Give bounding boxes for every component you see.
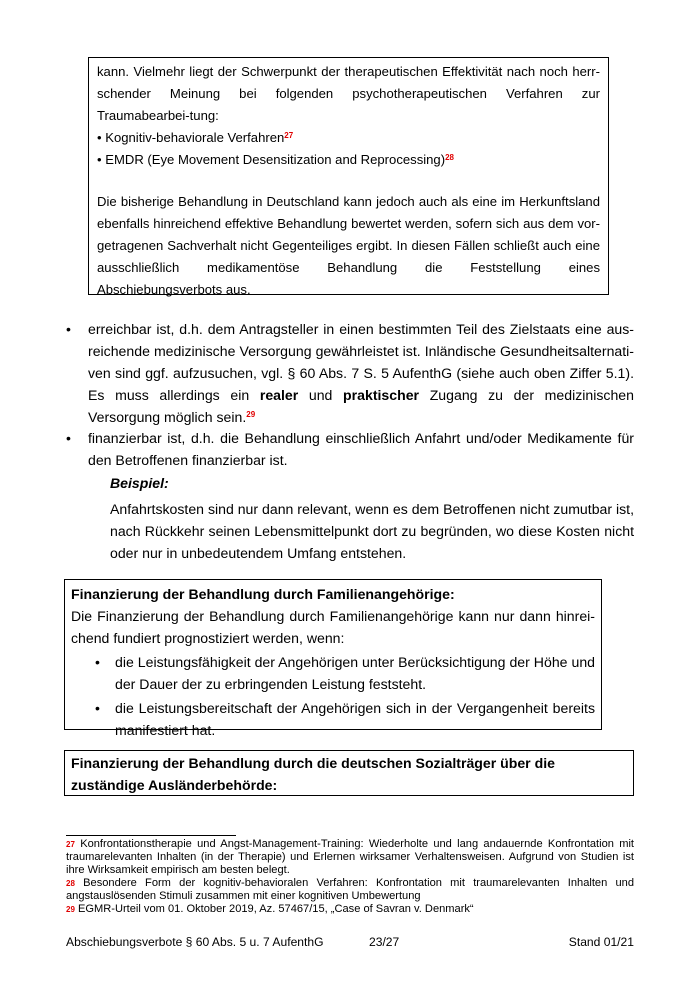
list-item: • die Leistungsbereitschaft der Angehörigen sich in der Vergangenheit bereits manifestiert hat. bbox=[95, 697, 595, 741]
page-number: 23/27 bbox=[369, 935, 400, 949]
list-item: • die Leistungsfähigkeit der Angehörigen unter Berücksichtigung der Höhe und der Dauer der zu erbringenden Leistung feststeht. bbox=[95, 651, 595, 695]
bullet-icon: • bbox=[66, 321, 71, 337]
example-text: Anfahrtskosten sind nur dann relevant, wenn es dem Betroffenen nicht zumutbar ist, nach Rückkehr seinen Lebensmittelpunkt dort zu begründen, wo diese Kosten nicht oder nur in unbedeutendem Umfang entstehen. bbox=[110, 501, 634, 561]
social-financing-box bbox=[64, 750, 634, 796]
footer-title: Abschiebungsverbote § 60 Abs. 5 u. 7 AufenthG bbox=[66, 935, 324, 949]
box-title: Finanzierung der Behandlung durch die deutschen Sozialträger über die zuständige Ausländerbehörde: bbox=[71, 755, 555, 793]
footnote: $^{29}$ EGMR-Urteil vom 01. Oktober 2019, Az. 57467/15, „Case of Savran v. Denmark“ bbox=[66, 903, 474, 916]
list-item: • erreichbar ist, d.h. dem Antragsteller in einen bestimmten Teil des Zielstaats eine aus-reichende medizinische Versorgung gewährleistet ist. Inländische Gesundheitsalternati-ven sind ggf. aufzusuchen, vgl. § 60 Abs. 7 S. 5 AufenthG (siehe auch oben Ziffer 5.1). Es muss allerdings ein realer und praktischer Zugang zu der medizinischen Versorgung möglich sein.$^{29}$ bbox=[66, 318, 634, 428]
footnote: $^{28}$ Besondere Form der kognitiv-behavioralen Verfahren: Konfrontation mit traumarelevanten Inhalten und angstauslösenden Stimuli zusammen mit einer kognitiven Umbewertung bbox=[66, 877, 634, 903]
box-intro: Die Finanzierung der Behandlung durch Familienangehörige kann nur dann hinrei-chend fundiert prognostiziert werden, wenn: bbox=[71, 608, 595, 646]
box-paragraph: kann. Vielmehr liegt der Schwerpunkt der therapeutischen Effektivität nach noch herr-schender Meinung bei folgenden psychotherapeutischen Verfahren zur Traumabearbei-tung: bbox=[97, 64, 600, 123]
footnote-ref[interactable]: 28 bbox=[445, 153, 454, 162]
example-label: Beispiel: bbox=[110, 475, 169, 491]
box-bullet: • EMDR (Eye Movement Desensitization and Reprocessing)$^{28}$ bbox=[97, 152, 454, 167]
bullet-icon: • bbox=[95, 700, 100, 716]
bullet-icon: • bbox=[66, 430, 71, 446]
footnote-divider bbox=[66, 835, 236, 836]
footer-version: Stand 01/21 bbox=[568, 935, 634, 949]
footnotes bbox=[66, 838, 634, 917]
box-bullet: • Kognitiv-behaviorale Verfahren$^{27}$ bbox=[97, 130, 294, 145]
box-paragraph: Die bisherige Behandlung in Deutschland kann jedoch auch als eine im Herkunftsland ebenfalls hinreichend effektive Behandlung bewertet werden, sofern sich aus dem vor-getragenen Sachverhalt nicht Gegenteiliges ergibt. In diesen Fällen schließt auch eine ausschließlich medikamentöse Behandlung die Feststellung eines Abschiebungsverbots aus. bbox=[97, 194, 600, 297]
footnote: $^{27}$ Konfrontationstherapie und Angst-Management-Training: Wiederholte und lang andauernde Konfrontation mit traumarelevanten Inhalten (in der Therapie) und Erlernen wirksamer Verhaltensweisen. Aufgrund von Studien ist ihre Wirksamkeit empirisch am besten belegt. bbox=[66, 838, 634, 877]
bullet-icon: • bbox=[95, 654, 100, 670]
guidance-box bbox=[88, 57, 609, 295]
footnote-ref[interactable]: 29 bbox=[246, 410, 256, 419]
example-block bbox=[110, 472, 634, 564]
list-item: • finanzierbar ist, d.h. die Behandlung einschließlich Anfahrt und/oder Medikamente für den Betroffenen finanzierbar ist. bbox=[66, 427, 634, 471]
box-title: Finanzierung der Behandlung durch Familienangehörige: bbox=[71, 586, 455, 602]
family-financing-box bbox=[64, 579, 602, 738]
footnote-ref[interactable]: 27 bbox=[284, 131, 294, 140]
